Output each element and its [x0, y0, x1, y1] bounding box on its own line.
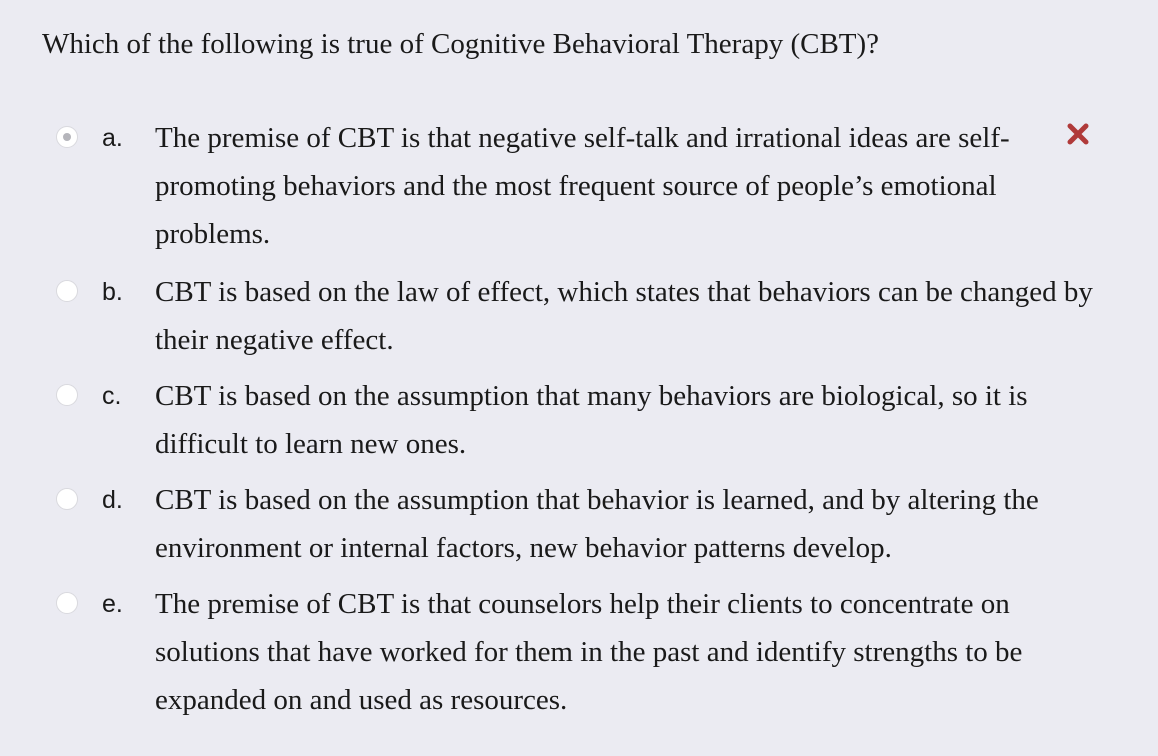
- option-text-e: The premise of CBT is that counselors help their clients to concentrate on solutions that have worked for them in the past and identify strengths to be expanded on and used as resources.: [155, 588, 1023, 716]
- x-mark-icon: [1066, 122, 1090, 146]
- question-text: Which of the following is true of Cognitive Behavioral Therapy (CBT)?: [42, 28, 880, 60]
- option-letter-b: b.: [102, 278, 123, 306]
- option-letter-d: d.: [102, 486, 123, 514]
- radio-c[interactable]: [56, 384, 78, 406]
- option-letter-a: a.: [102, 124, 123, 152]
- radio-e[interactable]: [56, 592, 78, 614]
- option-text-d: CBT is based on the assumption that behavior is learned, and by altering the environment or internal factors, new behavior patterns develop.: [155, 484, 1039, 564]
- option-letter-c: c.: [102, 382, 122, 410]
- option-text-c: CBT is based on the assumption that many behaviors are biological, so it is difficult to learn new ones.: [155, 380, 1028, 460]
- option-text-b: CBT is based on the law of effect, which states that behaviors can be changed by their negative effect.: [155, 276, 1093, 356]
- option-text-a: The premise of CBT is that negative self-talk and irrational ideas are self-promoting behaviors and the most frequent source of people’s emotional problems.: [155, 122, 1010, 250]
- radio-a[interactable]: [56, 126, 78, 148]
- option-letter-e: e.: [102, 590, 123, 618]
- radio-d[interactable]: [56, 488, 78, 510]
- radio-b[interactable]: [56, 280, 78, 302]
